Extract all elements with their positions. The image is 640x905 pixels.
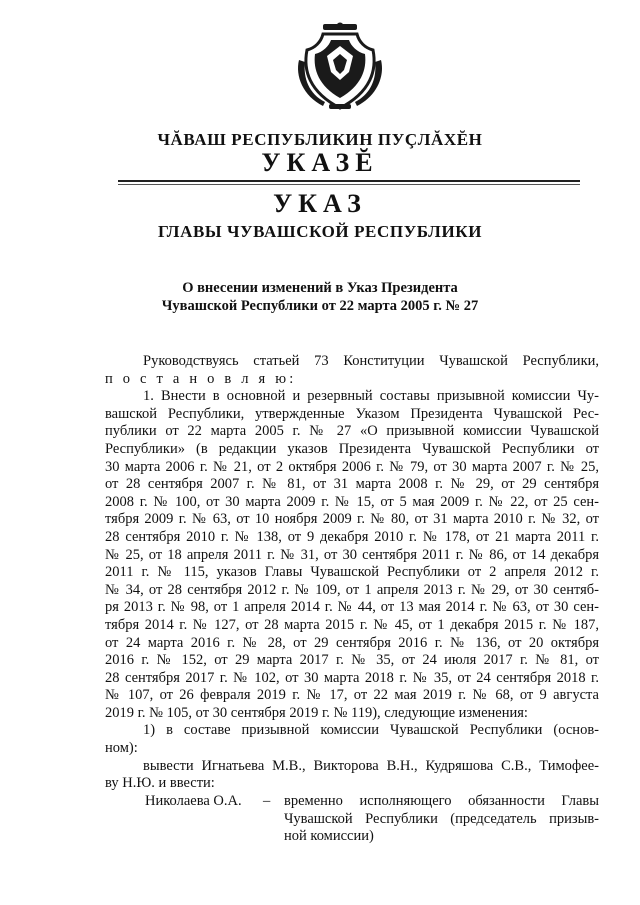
body-line: Республики» (в редакции указов Президента Чувашской Республики от	[105, 440, 599, 457]
body-line: 30 марта 2006 г. № 21, от 2 октября 2006 г. № 79, от 30 марта 2007 г. № 25,	[105, 458, 599, 475]
body-line: ву Н.Ю. и ввести:	[105, 775, 215, 792]
coat-of-arms-emblem	[293, 20, 387, 114]
document-title-line: О внесении изменений в Указ Президента	[182, 280, 458, 296]
position-line: ной комиссии)	[284, 828, 374, 845]
body-line: 2019 г. № 105, от 30 сентября 2019 г. № 119), следующие изменения:	[105, 704, 528, 721]
body-line: от 28 сентября 2007 г. № 81, от 31 марта 2008 г. № 29, от 29 сентября	[105, 476, 599, 493]
body-line: п о с т а н о в л я ю:	[105, 370, 297, 387]
body-line: 1) в составе призывной комиссии Чувашской Республики (основ-	[143, 722, 599, 739]
body-line: 1. Внести в основной и резервный составы призывной комиссии Чу-	[143, 388, 599, 405]
russian-decree-title: УКАЗ	[273, 189, 367, 218]
body-line: тября 2014 г. № 127, от 28 марта 2015 г. № 45, от 1 декабря 2015 г. № 187,	[105, 616, 599, 633]
chuvash-header-line: ЧĂВАШ РЕСПУБЛИКИН ПУÇЛĂХĔН	[157, 130, 483, 149]
position-line: Чувашской Республики (председатель призыв-	[284, 810, 599, 827]
appointee-name: Николаева О.А.	[145, 793, 242, 809]
body-line: тября 2009 г. № 63, от 10 ноября 2009 г. № 80, от 31 марта 2010 г. № 32, от	[105, 511, 599, 528]
appointment-dash: –	[263, 793, 271, 809]
body-line: от 24 марта 2016 г. № 28, от 29 сентября 2016 г. № 136, от 20 октября	[105, 634, 599, 651]
body-line: 2011 г. № 115, указов Главы Чувашской Республики от 2 апреля 2012 г.	[105, 564, 599, 581]
document-title-line: Чувашской Республики от 22 марта 2005 г. № 27	[161, 298, 479, 314]
body-line: вашской Республики, утвержденные Указом Президента Чувашской Рес-	[105, 405, 599, 422]
body-line: 2016 г. № 152, от 29 марта 2017 г. № 35, от 24 июля 2017 г. № 81, от	[105, 652, 599, 669]
body-line: № 34, от 28 сентября 2012 г. № 109, от 1 апреля 2013 г. № 29, от 30 сентяб-	[105, 581, 599, 598]
russian-header-line: ГЛАВЫ ЧУВАШСКОЙ РЕСПУБЛИКИ	[157, 222, 483, 241]
body-line: 28 сентября 2017 г. № 102, от 30 марта 2018 г. № 35, от 24 сентября 2018 г.	[105, 669, 599, 686]
body-line: публики от 22 марта 2005 г. № 27 «О призывной комиссии Чувашской	[105, 423, 599, 440]
body-line: Руководствуясь статьей 73 Конституции Чувашской Республики,	[143, 353, 599, 369]
body-line: ря 2013 г. № 98, от 1 апреля 2014 г. № 44, от 13 мая 2014 г. № 63, от 30 сен-	[105, 599, 599, 616]
position-line: временно исполняющего обязанности Главы	[284, 793, 599, 809]
body-line: 2008 г. № 100, от 30 марта 2009 г. № 15, от 5 мая 2009 г. № 22, от 25 сен-	[105, 493, 599, 510]
decree-body	[105, 353, 599, 793]
header-divider	[118, 180, 580, 182]
chuvash-decree-title: УКАЗĔ	[261, 148, 379, 177]
appointment-position	[284, 793, 599, 846]
header-divider-thin	[118, 184, 580, 185]
body-line: № 107, от 26 февраля 2019 г. № 17, от 22 мая 2019 г. № 68, от 9 августа	[105, 687, 599, 704]
body-line: ном):	[105, 740, 138, 757]
body-line: № 25, от 18 апреля 2011 г. № 31, от 30 сентября 2011 г. № 86, от 14 декабря	[105, 546, 599, 563]
body-line: 28 сентября 2010 г. № 138, от 9 декабря 2010 г. № 178, от 21 марта 2011 г.	[105, 528, 599, 545]
body-line: вывести Игнатьева М.В., Викторова В.Н., Кудряшова С.В., Тимофее-	[143, 757, 599, 774]
